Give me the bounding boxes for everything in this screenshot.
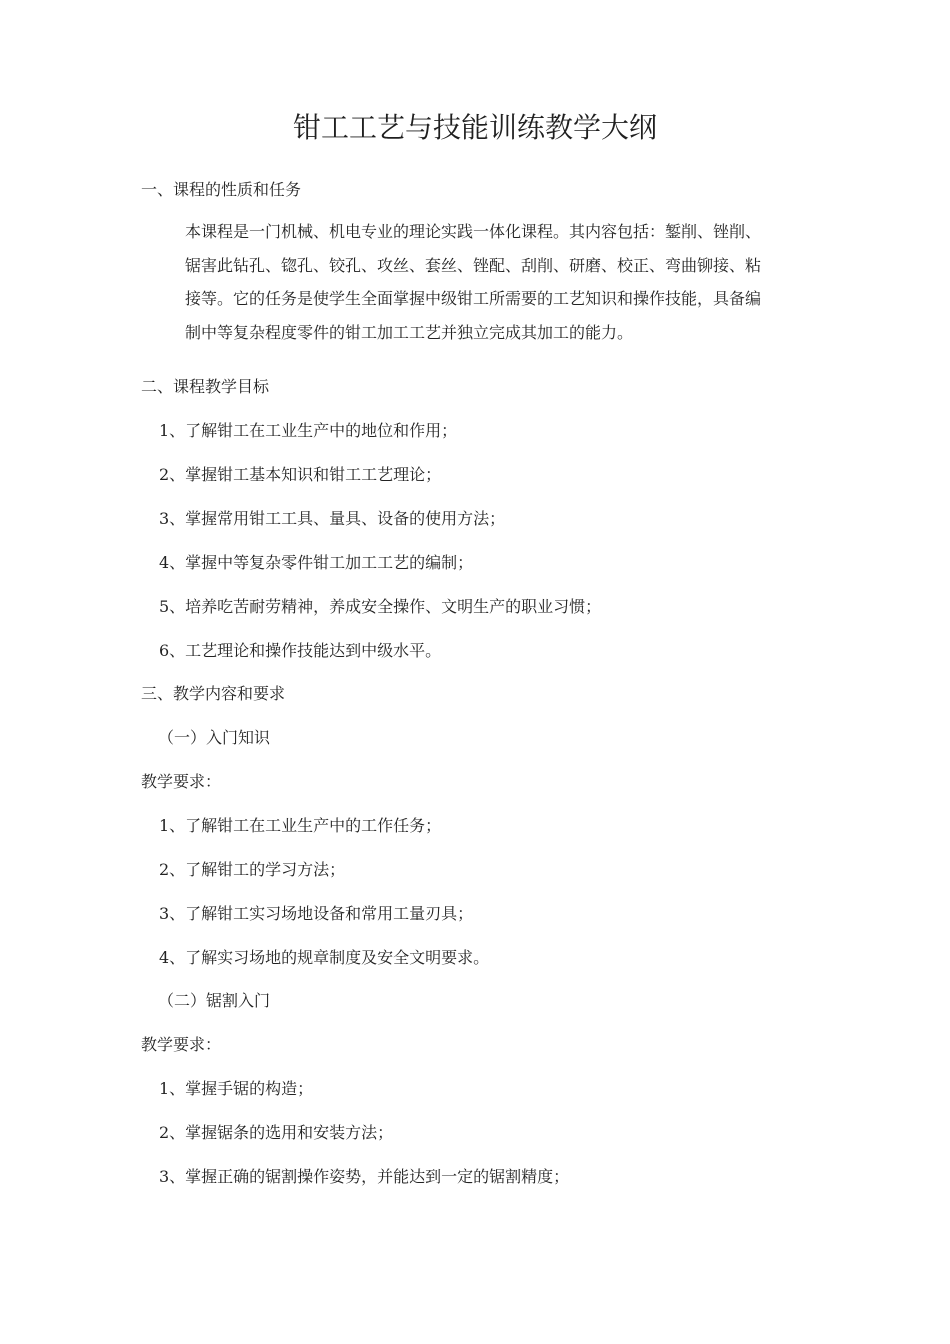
paragraph-line: 本课程是一门机械、机电专业的理论实践一体化课程。其内容包括：錾削、锉削、: [185, 222, 762, 241]
section1-paragraph: [185, 215, 815, 349]
list-item: 1、了解钳工在工业生产中的地位和作用；: [159, 421, 458, 440]
paragraph-line: 接等。它的任务是使学生全面掌握中级钳工所需要的工艺知识和操作技能，具备编: [185, 289, 762, 308]
list-item: 1、了解钳工在工业生产中的工作任务；: [159, 816, 442, 835]
section2-heading: 二、课程教学目标: [141, 377, 270, 396]
section3-heading: 三、教学内容和要求: [141, 684, 286, 703]
list-item: 2、掌握钳工基本知识和钳工工艺理论；: [159, 465, 442, 484]
document-title: 钳工工艺与技能训练教学大纲: [292, 111, 657, 144]
part2-requirements-label: 教学要求：: [141, 1035, 222, 1054]
list-item: 4、掌握中等复杂零件钳工加工工艺的编制；: [159, 553, 474, 572]
paragraph-line: 制中等复杂程度零件的钳工加工工艺并独立完成其加工的能力。: [185, 322, 634, 342]
list-item: 3、掌握常用钳工工具、量具、设备的使用方法；: [159, 509, 506, 528]
paragraph-line: 锯害此钻孔、锪孔、铰孔、攻丝、套丝、锉配、刮削、研磨、校正、弯曲铆接、粘: [185, 255, 762, 275]
list-item: 3、掌握正确的锯割操作姿势，并能达到一定的锯割精度；: [159, 1167, 570, 1186]
list-item: 6、工艺理论和操作技能达到中级水平。: [159, 641, 442, 660]
list-item: 1、掌握手锯的构造；: [159, 1079, 314, 1098]
part2-title: （二）锯割入门: [158, 991, 271, 1010]
list-item: 3、了解钳工实习场地设备和常用工量刃具；: [159, 904, 474, 923]
section1-heading: 一、课程的性质和任务: [141, 180, 302, 199]
list-item: 4、了解实习场地的规章制度及安全文明要求。: [159, 948, 490, 967]
list-item: 2、了解钳工的学习方法；: [159, 860, 346, 879]
part1-title: （一）入门知识: [158, 728, 271, 747]
part1-requirements-label: 教学要求：: [141, 772, 222, 791]
list-item: 5、培养吃苦耐劳精神，养成安全操作、文明生产的职业习惯；: [159, 597, 602, 616]
list-item: 2、掌握锯条的选用和安装方法；: [159, 1123, 394, 1142]
